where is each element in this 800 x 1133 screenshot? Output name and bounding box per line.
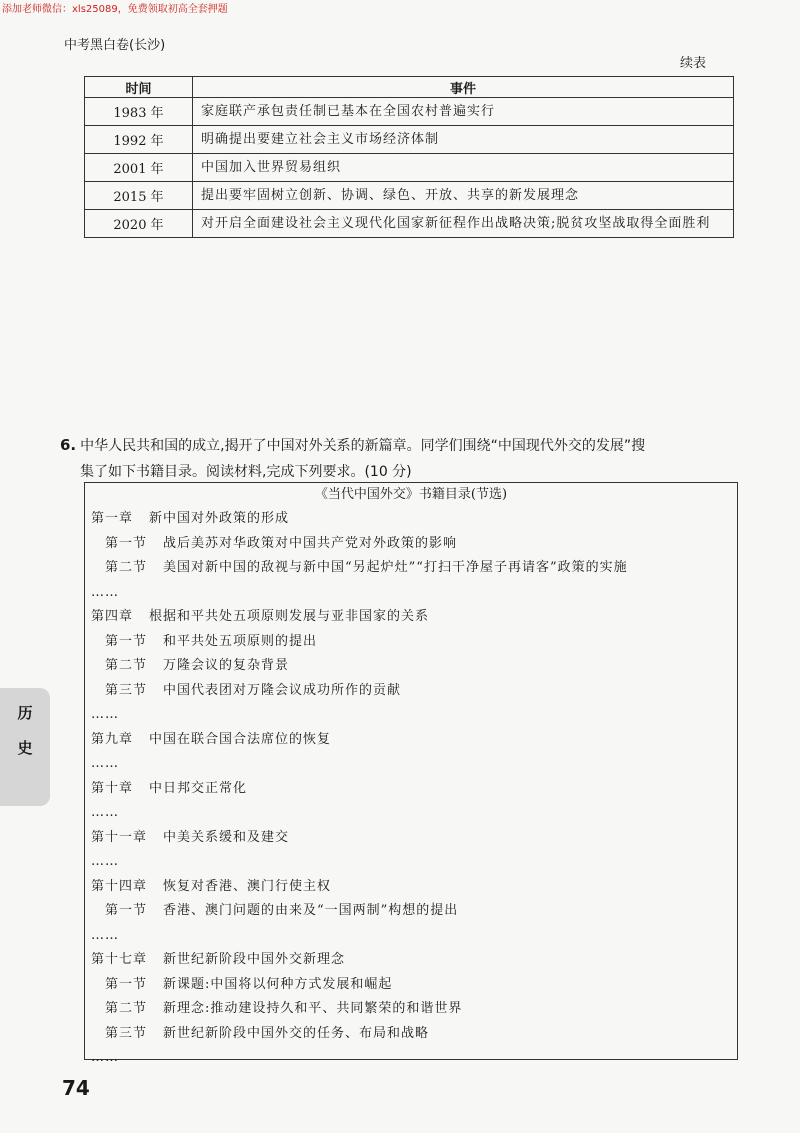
question-text-line2: 集了如下书籍目录。阅读材料,完成下列要求。(10 分)	[80, 464, 412, 480]
toc-section	[91, 630, 731, 655]
table-row	[85, 210, 734, 238]
section-title: 美国对新中国的敌视与新中国“另起炉灶”“打扫干净屋子再请客”政策的实施	[163, 560, 628, 575]
section-label: 第三节	[105, 1025, 148, 1041]
book-title: 中考黑白卷(长沙)	[64, 38, 166, 53]
toc-chapter	[91, 826, 731, 851]
toc-chapter	[91, 875, 731, 900]
row-event: 家庭联产承包责任制已基本在全国农村普遍实行	[193, 98, 734, 126]
section-label: 第二节	[105, 1001, 148, 1016]
chapter-title: 中国在联合国合法席位的恢复	[149, 731, 332, 747]
table-continued-label: 续表	[680, 56, 707, 71]
chapter-title: 新世纪新阶段中国外交新理念	[163, 952, 346, 967]
section-title: 新课题:中国将以何种方式发展和崛起	[163, 976, 393, 992]
chapter-title: 恢复对香港、澳门行使主权	[163, 878, 332, 894]
section-label: 第一节	[105, 535, 148, 551]
timeline-table	[84, 76, 734, 238]
toc-list	[91, 507, 731, 1071]
header-time: 时间	[85, 77, 193, 98]
row-year: 1983 年	[85, 98, 193, 126]
question-text-line1: 中华人民共和国的成立,揭开了中国对外关系的新篇章。同学们围绕“中国现代外交的发展”搜	[80, 438, 646, 454]
toc-section	[91, 1022, 731, 1047]
chapter-label: 第九章	[91, 731, 134, 747]
section-title: 新世纪新阶段中国外交的任务、布局和战略	[163, 1025, 430, 1041]
page-number: 74	[62, 1076, 90, 1100]
table-row	[85, 126, 734, 154]
toc-ellipsis: ……	[91, 584, 119, 600]
section-label: 第一节	[105, 903, 148, 918]
table-row	[85, 154, 734, 182]
chapter-label: 第十章	[91, 780, 134, 796]
section-title: 香港、澳门问题的由来及“一国两制”构想的提出	[163, 903, 459, 918]
toc-section	[91, 899, 731, 924]
section-title: 战后美苏对华政策对中国共产党对外政策的影响	[163, 535, 458, 551]
toc-title: 《当代中国外交》书籍目录(节选)	[314, 487, 508, 502]
section-title: 新理念:推动建设持久和平、共同繁荣的和谐世界	[163, 1001, 463, 1016]
toc-ellipsis: ……	[91, 805, 119, 820]
side-tab-char: 史	[17, 739, 33, 757]
chapter-title: 中日邦交正常化	[149, 780, 248, 796]
section-label: 第三节	[105, 682, 148, 698]
chapter-label: 第十一章	[91, 829, 148, 845]
toc-chapter	[91, 605, 731, 630]
toc-ellipsis: ……	[91, 854, 119, 869]
toc-section	[91, 973, 731, 998]
section-label: 第二节	[105, 560, 148, 575]
toc-chapter	[91, 728, 731, 753]
row-event: 明确提出要建立社会主义市场经济体制	[193, 126, 734, 154]
toc-chapter	[91, 948, 731, 973]
toc-chapter	[91, 507, 731, 532]
toc-ellipsis: ……	[91, 1050, 119, 1065]
toc-section	[91, 654, 731, 679]
row-event: 中国加入世界贸易组织	[193, 154, 734, 182]
chapter-title: 中美关系缓和及建交	[163, 829, 290, 845]
row-year: 2015 年	[85, 182, 193, 210]
chapter-label: 第十四章	[91, 878, 148, 894]
question-6	[60, 432, 740, 485]
table-row	[85, 98, 734, 126]
toc-ellipsis: ……	[91, 756, 119, 771]
toc-ellipsis: ……	[91, 707, 119, 722]
toc-chapter	[91, 777, 731, 802]
section-label: 第一节	[105, 976, 148, 992]
table-header-row	[85, 77, 734, 98]
row-event: 提出要牢固树立创新、协调、绿色、开放、共享的新发展理念	[193, 182, 734, 210]
row-event: 对开启全面建设社会主义现代化国家新征程作出战略决策;脱贫攻坚战取得全面胜利	[193, 210, 734, 238]
row-year: 1992 年	[85, 126, 193, 154]
header-event: 事件	[193, 77, 734, 98]
toc-section	[91, 679, 731, 704]
side-tab-char: 历	[17, 704, 33, 722]
toc-section	[91, 997, 731, 1022]
subject-side-tab	[0, 688, 50, 806]
question-number: 6.	[60, 436, 77, 454]
toc-box	[84, 482, 738, 1065]
toc-ellipsis: ……	[91, 927, 119, 943]
chapter-title: 根据和平共处五项原则发展与亚非国家的关系	[149, 609, 430, 624]
section-label: 第一节	[105, 633, 148, 649]
row-year: 2020 年	[85, 210, 193, 238]
toc-section	[91, 556, 731, 581]
table-row	[85, 182, 734, 210]
section-label: 第二节	[105, 658, 148, 673]
section-title: 和平共处五项原则的提出	[163, 633, 318, 649]
section-title: 万隆会议的复杂背景	[163, 658, 290, 673]
section-title: 中国代表团对万隆会议成功所作的贡献	[163, 682, 402, 698]
row-year: 2001 年	[85, 154, 193, 182]
toc-section	[91, 532, 731, 557]
chapter-label: 第四章	[91, 609, 134, 624]
chapter-label: 第十七章	[91, 952, 148, 967]
watermark-text: 添加老师微信：xls25089，免费领取初高全套押题	[2, 4, 228, 15]
chapter-title: 新中国对外政策的形成	[149, 511, 290, 526]
chapter-label: 第一章	[91, 511, 134, 526]
